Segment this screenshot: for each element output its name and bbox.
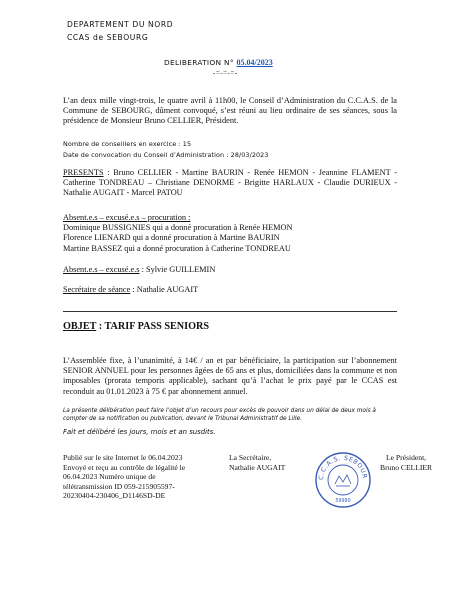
publication-line: 20230404-230406_D1146SD-DE	[63, 491, 166, 501]
decision-body: L’Assemblée fixe, à l’unanimité, à 14€ / an et par bénéficiaire, la participation sur l’abonnement SENIOR ANNUEL pour les personnes âgées de 65 ans et plus, domiciliées dans la commune et non imposables (prorata temporis applicable), sachant qu’à l’achat le prix payé par le CCAS est reconduit au 01.01.2023 à 75 € par abonnement annuel.	[63, 356, 397, 396]
secretaire-sign-name: Nathalie AUGAIT	[229, 462, 286, 472]
publication-line: 06.04.2023 Numéro unique de	[63, 472, 156, 482]
conseillers-count: Nombre de conseillers en exercice : 15	[63, 140, 192, 148]
convocation-date: Date de convocation du Conseil d’Administration : 28/03/2023	[63, 151, 269, 159]
divider	[63, 311, 397, 312]
secretaire-signature	[229, 453, 285, 472]
publication-line: Envoyé et reçu au contrôle de légalité le	[63, 462, 186, 472]
secretaire-role: La Secrétaire,	[229, 453, 272, 462]
stamp-seal-icon	[313, 450, 373, 510]
absents-procuration-label: Absent.e.s – excusé.e.s – procuration :	[63, 213, 191, 222]
deliberation-heading	[164, 58, 273, 67]
presents-block	[63, 168, 397, 199]
secretaire-name: : Nathalie AUGAIT	[130, 285, 199, 294]
president-role: Le Président,	[386, 453, 427, 462]
deliberation-separator: -=-=-=-	[213, 69, 238, 77]
deliberation-label: DELIBERATION N°	[164, 58, 234, 67]
stamp-text: C.C.A.S. SEBOUR	[317, 454, 369, 481]
publication-block	[63, 453, 213, 501]
procuration-item: Dominique BUSSIGNIES qui a donné procuration à Renée HEMON	[63, 223, 293, 233]
absents-excuses-label: Absent.e.s – excusé.e.s	[63, 265, 140, 274]
procuration-item: Martine BASSEZ qui a donné procuration à Catherine TONDREAU	[63, 243, 291, 253]
procuration-item: Florence LIENARD qui a donné procuration à Martine BAURIN	[63, 233, 280, 243]
secretaire-block	[63, 285, 397, 295]
header-department: DEPARTEMENT DU NORD	[67, 20, 174, 29]
ccas-stamp	[313, 450, 373, 510]
header-ccas: CCAS de SEBOURG	[67, 33, 149, 42]
president-signature	[380, 453, 432, 472]
presents-label: PRESENTS	[63, 168, 104, 177]
presents-names: : Bruno CELLIER - Martine BAURIN - Renée HEMON - Jeannine FLAMENT - Catherine TONDREAU – Christiane DENORME - Brigitte HARLAUX - Claudie DURIEUX - Nathalie AUGAIT - Marcel PATOU	[63, 168, 397, 198]
publication-line: télétransmission ID 059-215905597-	[63, 481, 175, 491]
fait-delibere: Fait et délibéré les jours, mois et an susdits.	[63, 428, 216, 436]
publication-line: Publié sur le site Internet le 06.04.2023	[63, 453, 183, 462]
absents-excuses-names: : Sylvie GUILLEMIN	[139, 265, 216, 274]
objet-title	[63, 321, 209, 332]
deliberation-number[interactable]: 05.04/2023	[236, 58, 273, 67]
recours-notice: La présente délibération peut faire l’objet d’un recours pour excès de pouvoir dans un délai de deux mois à compter de sa notification ou publication, devant le Tribunal Administratif de Lille.	[63, 408, 376, 422]
absents-excuses-block	[63, 265, 397, 275]
objet-label: OBJET	[63, 321, 97, 332]
president-name: Bruno CELLIER	[380, 462, 433, 472]
objet-text: : TARIF PASS SENIORS	[96, 321, 210, 332]
stamp-code: 59990	[335, 499, 351, 504]
secretaire-label: Secrétaire de séance	[63, 285, 131, 294]
absents-procuration-block	[63, 213, 397, 254]
intro-paragraph: L’an deux mille vingt-trois, le quatre avril à 11h00, le Conseil d’Administration du C.C.A.S. de la Commune de SEBOURG, dûment convoqué, s’est réuni au lieu ordinaire de ses séances, sous la présidence de Monsieur Bruno CELLIER, Président.	[63, 96, 397, 126]
